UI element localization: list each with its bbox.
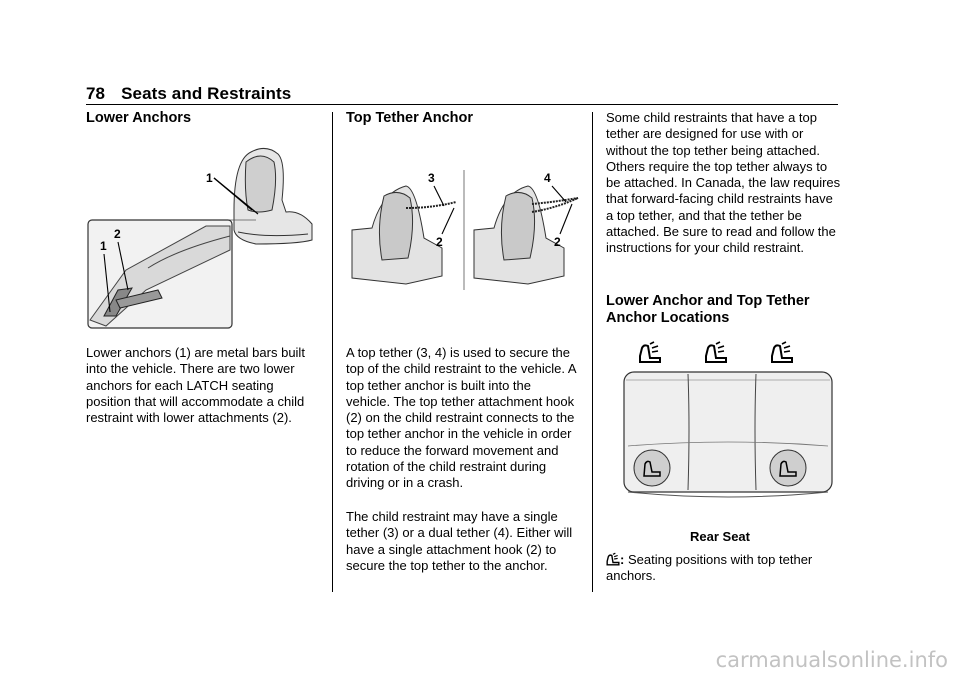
- tether-anchor-icon: [706, 342, 726, 362]
- callout-label: 2: [554, 235, 561, 249]
- lower-anchors-heading: Lower Anchors: [86, 110, 192, 126]
- legend-text: Seating positions with top tether anchors.: [606, 552, 813, 584]
- legend-colon: :: [620, 552, 625, 567]
- anchor-locations-heading: Lower Anchor and Top Tether Anchor Locations: [606, 293, 810, 326]
- header-rule: [86, 104, 838, 105]
- lower-anchor-icon: [634, 450, 670, 486]
- child-seat-illustration: [352, 186, 442, 284]
- callout-label: 2: [436, 235, 443, 249]
- page-header: [86, 84, 291, 104]
- lower-anchors-section: [86, 110, 316, 127]
- watermark: carmanualsonline.info: [715, 648, 948, 672]
- child-seat-illustration: [474, 186, 564, 284]
- section-title: Seats and Restraints: [121, 84, 292, 103]
- callout-label: 4: [544, 171, 551, 185]
- column-divider: [592, 112, 593, 592]
- tether-requirements-text: Some child restraints that have a top tether are designed for use with or without the top tether being attached. Others require the top tether always to be attached. In Canada, the law requires that forward-facing child restraints have a top tether, and that the tether be attached. Be sure to read and follow the instructions for your child restraint.: [606, 110, 841, 256]
- top-tether-text-2: The child restraint may have a single tether (3) or a dual tether (4). Either will have a single attachment hook (2) to secure the top tether to the anchor.: [346, 509, 573, 573]
- top-tether-heading: Top Tether Anchor: [346, 110, 474, 126]
- callout-label: 2: [114, 227, 121, 241]
- car-seat-illustration: [234, 148, 312, 244]
- page-number: 78: [86, 84, 106, 103]
- lower-anchor-icon: [770, 450, 806, 486]
- tether-anchor-icon: [640, 342, 660, 362]
- icon-legend: [606, 552, 842, 585]
- top-tether-figure: [346, 168, 582, 292]
- top-tether-text-1: A top tether (3, 4) is used to secure the top of the child restraint to the vehicle. A top tether anchor is built into the vehicle. The top tether attachment hook (2) on the child restraint connects to the top tether anchor in the vehicle in order to reduce the forward movement and rotation of the child restraint during driving or in a crash.: [346, 345, 576, 491]
- column-divider: [332, 112, 333, 592]
- tether-anchor-icon: [606, 552, 620, 566]
- callout-label: 3: [428, 171, 435, 185]
- callout-label: 1: [100, 239, 107, 253]
- tether-anchor-icon: [772, 342, 792, 362]
- rear-seat-figure: [614, 338, 840, 508]
- lower-anchors-figure: [86, 140, 320, 336]
- figure-caption: Rear Seat: [690, 529, 750, 544]
- lower-anchors-text: Lower anchors (1) are metal bars built into the vehicle. There are two lower anchors for each LATCH seating position that will accommodate a child restraint with lower attachments (2).: [86, 345, 305, 426]
- callout-label: 1: [206, 171, 213, 185]
- top-tether-section: [346, 110, 578, 127]
